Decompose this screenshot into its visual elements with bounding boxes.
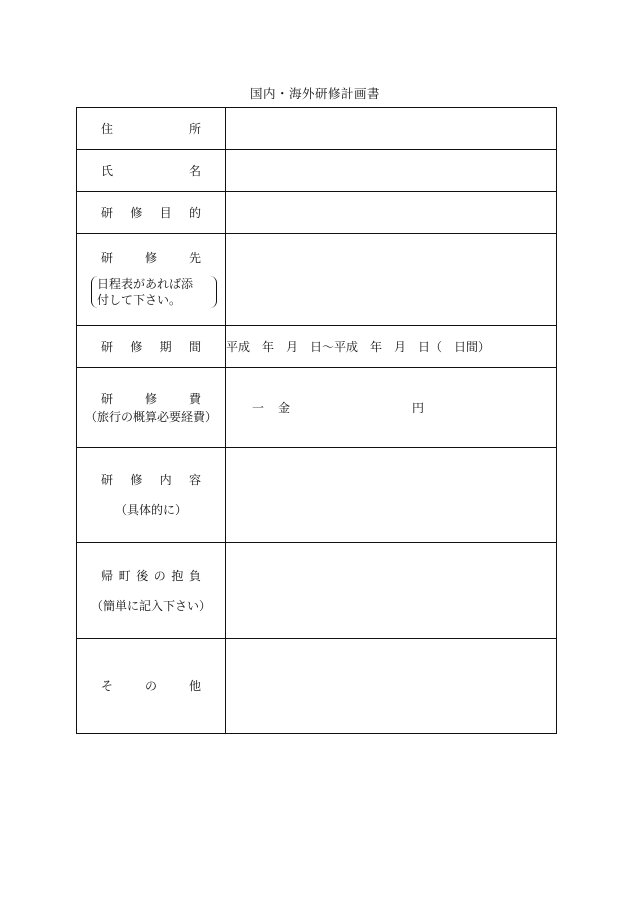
label-char: 研 [101,339,114,354]
row-name [77,150,557,192]
amount-prefix-2: 金 [278,401,291,415]
label-char: 研 [101,250,114,265]
label-char: 内 [159,473,172,487]
cost-field[interactable] [226,368,557,448]
destination-note [91,276,217,308]
label-char: 住 [101,121,114,136]
label-char: 研 [101,205,114,220]
label-address [77,108,226,150]
address-field[interactable] [226,108,557,150]
label-char: 後 [136,568,149,583]
label-char: 研 [101,391,114,406]
period-template-text: 平成 年 月 日〜平成 年 月 日（ 日間） [226,340,491,354]
label-char: の [144,679,157,693]
label-char: 所 [188,121,201,136]
label-purpose [77,192,226,234]
label-char: 先 [188,250,201,265]
note-line: 付して下さい。 [97,292,182,307]
content-note: （具体的に） [114,503,187,517]
label-aspiration [77,543,226,639]
other-field[interactable] [226,639,557,734]
label-other [77,639,226,734]
name-field[interactable] [226,150,557,192]
note-line: 日程表があれば添 [97,276,194,291]
label-char: 帰 [101,568,114,583]
aspiration-field[interactable] [226,543,557,639]
label-char: 町 [118,568,131,583]
row-purpose [77,192,557,234]
label-char: 目 [159,205,172,220]
row-period [77,326,557,368]
label-cost [77,368,226,448]
label-char: 負 [188,568,201,583]
label-char: 容 [188,473,201,487]
label-char: 抱 [171,568,184,583]
label-char: 研 [101,473,114,487]
row-aspiration [77,543,557,639]
label-char: 他 [188,679,201,693]
label-char: 修 [130,339,143,354]
label-char: 氏 [101,163,114,178]
row-address [77,108,557,150]
label-char: 期 [159,339,172,354]
label-char: 修 [130,205,143,220]
label-char: 費 [188,391,201,406]
yen-unit: 円 [412,401,425,415]
label-name [77,150,226,192]
label-period [77,326,226,368]
label-char: 修 [130,473,143,487]
plan-form-table [76,107,557,734]
row-content [77,448,557,543]
row-other [77,639,557,734]
destination-field[interactable] [226,234,557,326]
label-char: 修 [144,391,157,406]
purpose-field[interactable] [226,192,557,234]
label-char: の [153,568,166,583]
row-destination [77,234,557,326]
label-char: そ [101,679,114,693]
content-field[interactable] [226,448,557,543]
period-field[interactable] [226,326,557,368]
label-char: 修 [144,250,157,265]
label-destination [77,234,226,326]
aspiration-note: （簡単に記入下さい） [90,598,211,613]
label-char: 間 [188,339,201,354]
label-char: 的 [188,205,201,220]
row-cost [77,368,557,448]
label-content [77,448,226,543]
amount-prefix-1: 一 [252,401,265,415]
form-title: 国内・海外研修計画書 [249,86,380,101]
label-char: 名 [188,163,201,178]
cost-note: （旅行の概算必要経費） [84,409,217,424]
